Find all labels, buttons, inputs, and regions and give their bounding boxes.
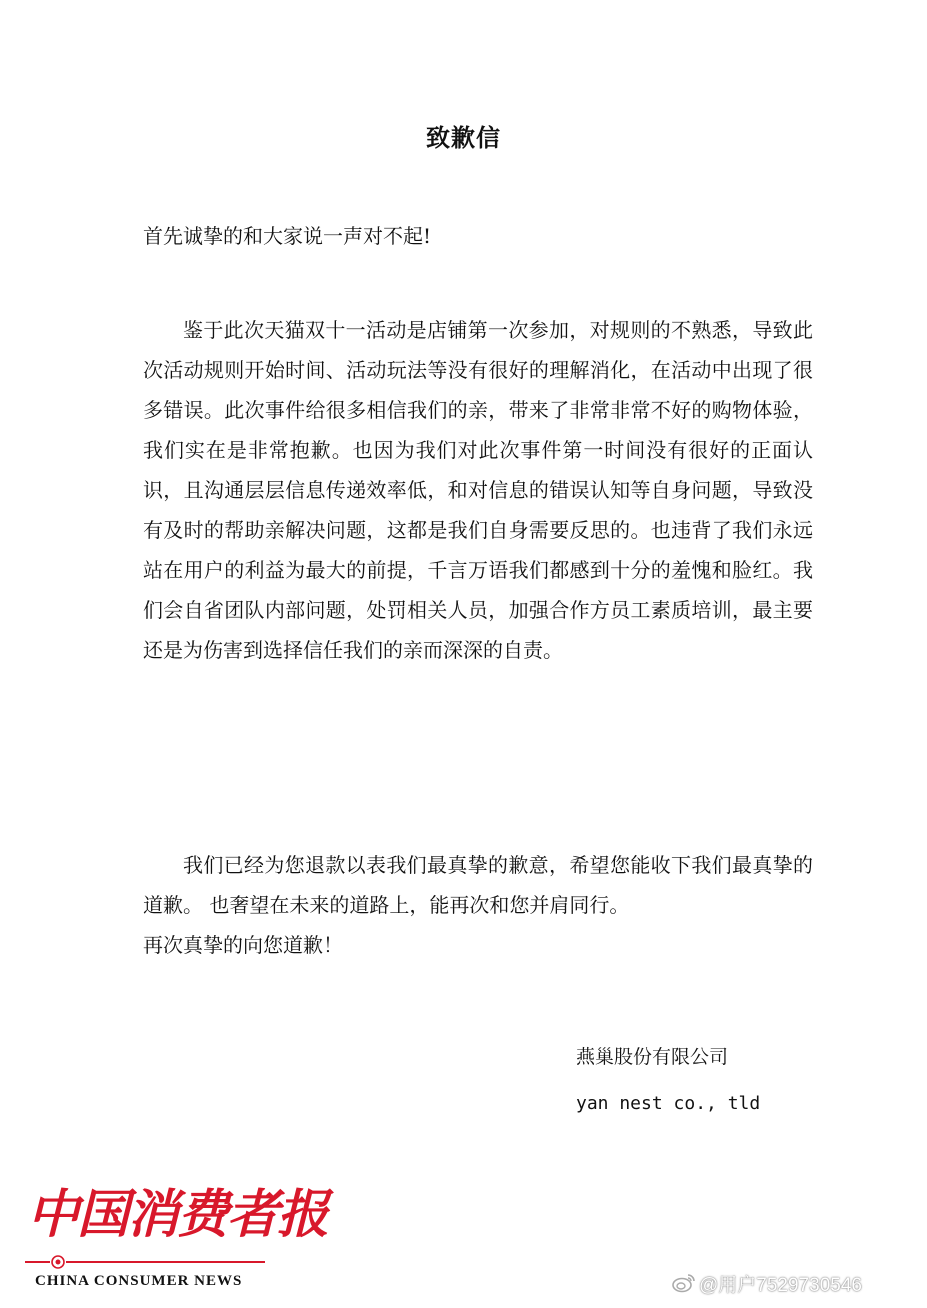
logo-emblem-icon	[25, 1255, 265, 1269]
china-consumer-news-logo	[25, 1184, 328, 1297]
letter-title: 致歉信	[426, 123, 501, 152]
paragraph-refund: 我们已经为您退款以表我们最真挚的歉意，希望您能收下我们最真挚的道歉。 也奢望在未来的道路上，能再次和您并肩同行。	[143, 853, 813, 917]
letter-body	[143, 310, 813, 670]
signature-company-en: yan nest co., tld	[576, 1093, 761, 1114]
paragraph-apology-detail: 鉴于此次天猫双十一活动是店铺第一次参加，对规则的不熟悉，导致此次活动规则开始时间、活动玩法等没有很好的理解消化，在活动中出现了很多错误。此次事件给很多相信我们的亲，带来了非常非常不好的购物体验，我们实在是非常抱歉。也因为我们对此次事件第一时间没有很好的正面认识，且沟通层层信息传递效率低，和对信息的错误认知等自身问题，导致没有及时的帮助亲解决问题，这都是我们自身需要反思的。也违背了我们永远站在用户的利益为最大的前提，千言万语我们都感到十分的羞愧和脸红。我们会自省团队内部问题，处罚相关人员，加强合作方员工素质培训，最主要还是为伤害到选择信任我们的亲而深深的自责。	[143, 318, 813, 662]
letter-refund-section	[143, 845, 813, 965]
logo-title-cn: 中国消费者报	[27, 1184, 328, 1245]
paragraph-closing: 再次真挚的向您道歉！	[143, 933, 343, 957]
signature-company-cn: 燕巢股份有限公司	[576, 1046, 729, 1068]
watermark-user-text: @用户7529730546	[699, 1274, 862, 1296]
letter-greeting: 首先诚挚的和大家说一声对不起!	[143, 224, 432, 248]
weibo-watermark	[672, 1268, 862, 1298]
logo-title-en: CHINA CONSUMER NEWS	[35, 1273, 243, 1289]
weibo-icon	[672, 1273, 696, 1293]
